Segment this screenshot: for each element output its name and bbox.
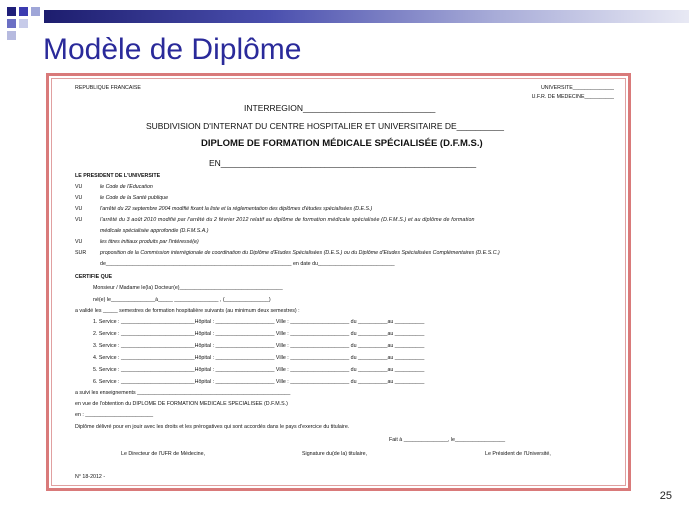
decor-square	[7, 31, 16, 40]
ne-line: né(e) le_______________à_____ _______________ , (_______________)	[93, 297, 271, 303]
vu-key: SUR	[75, 250, 87, 256]
subdivision-line: SUBDIVISION D'INTERNAT DU CENTRE HOSPITALIER ET UNIVERSITAIRE DE__________	[146, 121, 504, 131]
vu-text: le Code de la Santé publique	[100, 195, 169, 201]
ufr-label: U.F.R. DE MEDECINE__________	[531, 94, 614, 100]
decor-square	[7, 19, 16, 28]
service-row: 2. Service : _________________________Hôpital : ____________________ Ville : ____________________ du __________au __________	[93, 331, 425, 337]
vu-text: de_______________________________________________________________ en date du__________________________	[100, 261, 395, 267]
certifie-heading: CERTIFIE QUE	[75, 274, 113, 280]
vu-text: proposition de la Commission interrégionale de coordination du Diplôme d'Etudes Spécialisées (D.E.S.) ou du Diplôme d'Etudes Spécialisées Complémentaires (D.E.S.C.)	[100, 250, 500, 256]
diploma-number: N° 18-2012 -	[75, 474, 106, 480]
president-heading: LE PRESIDENT DE L'UNIVERSITE	[75, 173, 161, 179]
vu-text: l'arrêté du 22 septembre 2004 modifié fixant la liste et la réglementation des diplômes d'études spécialisées (D.E.S.)	[100, 206, 373, 212]
service-row: 3. Service : _________________________Hôpital : ____________________ Ville : ____________________ du __________au __________	[93, 343, 425, 349]
vu-text: les titres initiaux produits par l'intéressé(e)	[100, 239, 199, 245]
vu-key: VU	[75, 239, 83, 245]
diploma-title: DIPLOME DE FORMATION MÉDICALE SPÉCIALISÉE (D.F.M.S.)	[201, 138, 483, 149]
fait-line: Fait à _______________, le_________________	[389, 437, 506, 443]
en-line: EN______________________________________________________	[209, 158, 477, 168]
enseignements-line: a suivi les enseignements ____________________________________________________	[75, 390, 291, 396]
vu-key: VU	[75, 195, 83, 201]
directeur-signature-label: Le Directeur de l'UFR de Médecine,	[121, 451, 206, 457]
valide-line: a validé les _____ semestres de formation hospitalière suivants (au minimum deux semestres) :	[75, 308, 300, 314]
slide-header-bar	[44, 10, 689, 23]
decor-square	[7, 7, 16, 16]
page-number: 25	[659, 490, 672, 502]
republique-label: REPUBLIQUE FRANCAISE	[75, 85, 141, 91]
vu-key: VU	[75, 184, 83, 190]
diploma-document	[46, 73, 631, 491]
interregion-line: INTERREGION____________________________	[244, 103, 436, 113]
delivre-line: Diplôme délivré pour en jouir avec les droits et les prérogatives qui sont accordés dans le pays d'exercice du titulaire.	[75, 424, 350, 430]
service-row: 1. Service : _________________________Hôpital : ____________________ Ville : ____________________ du __________au __________	[93, 319, 425, 325]
service-row: 5. Service : _________________________Hôpital : ____________________ Ville : ____________________ du __________au __________	[93, 367, 425, 373]
decor-square	[31, 7, 40, 16]
service-row: 4. Service : _________________________Hôpital : ____________________ Ville : ____________________ du __________au __________	[93, 355, 425, 361]
vu-text: l'arrêté du 3 août 2010 modifié par l'arrêté du 2 février 2012 relatif au diplôme de formation médicale spécialisée (D.F.M.S.) et au diplôme de formation	[100, 217, 475, 223]
en-blank-line: en : _______________________	[75, 412, 154, 418]
vu-key: VU	[75, 217, 83, 223]
service-row: 6. Service : _________________________Hôpital : ____________________ Ville : ____________________ du __________au __________	[93, 379, 425, 385]
titulaire-signature-label: Signature du(de la) titulaire,	[302, 451, 368, 457]
vu-text: médicale spécialisée approfondie (D.F.M.S.A.)	[100, 228, 209, 234]
decor-square	[19, 19, 28, 28]
vu-key: VU	[75, 206, 83, 212]
president-signature-label: Le Président de l'Université,	[485, 451, 551, 457]
monsieur-line: Monsieur / Madame le(la) Docteur(e)___________________________________	[93, 285, 283, 291]
en-vue-line: en vue de l'obtention du DIPLOME DE FORMATION MEDICALE SPECIALISEE (D.F.M.S.)	[75, 401, 288, 407]
universite-label: UNIVERSITE______________	[540, 85, 614, 91]
slide-title: Modèle de Diplôme	[43, 33, 302, 66]
decor-square	[19, 7, 28, 16]
vu-text: le Code de l'Education	[100, 184, 153, 190]
